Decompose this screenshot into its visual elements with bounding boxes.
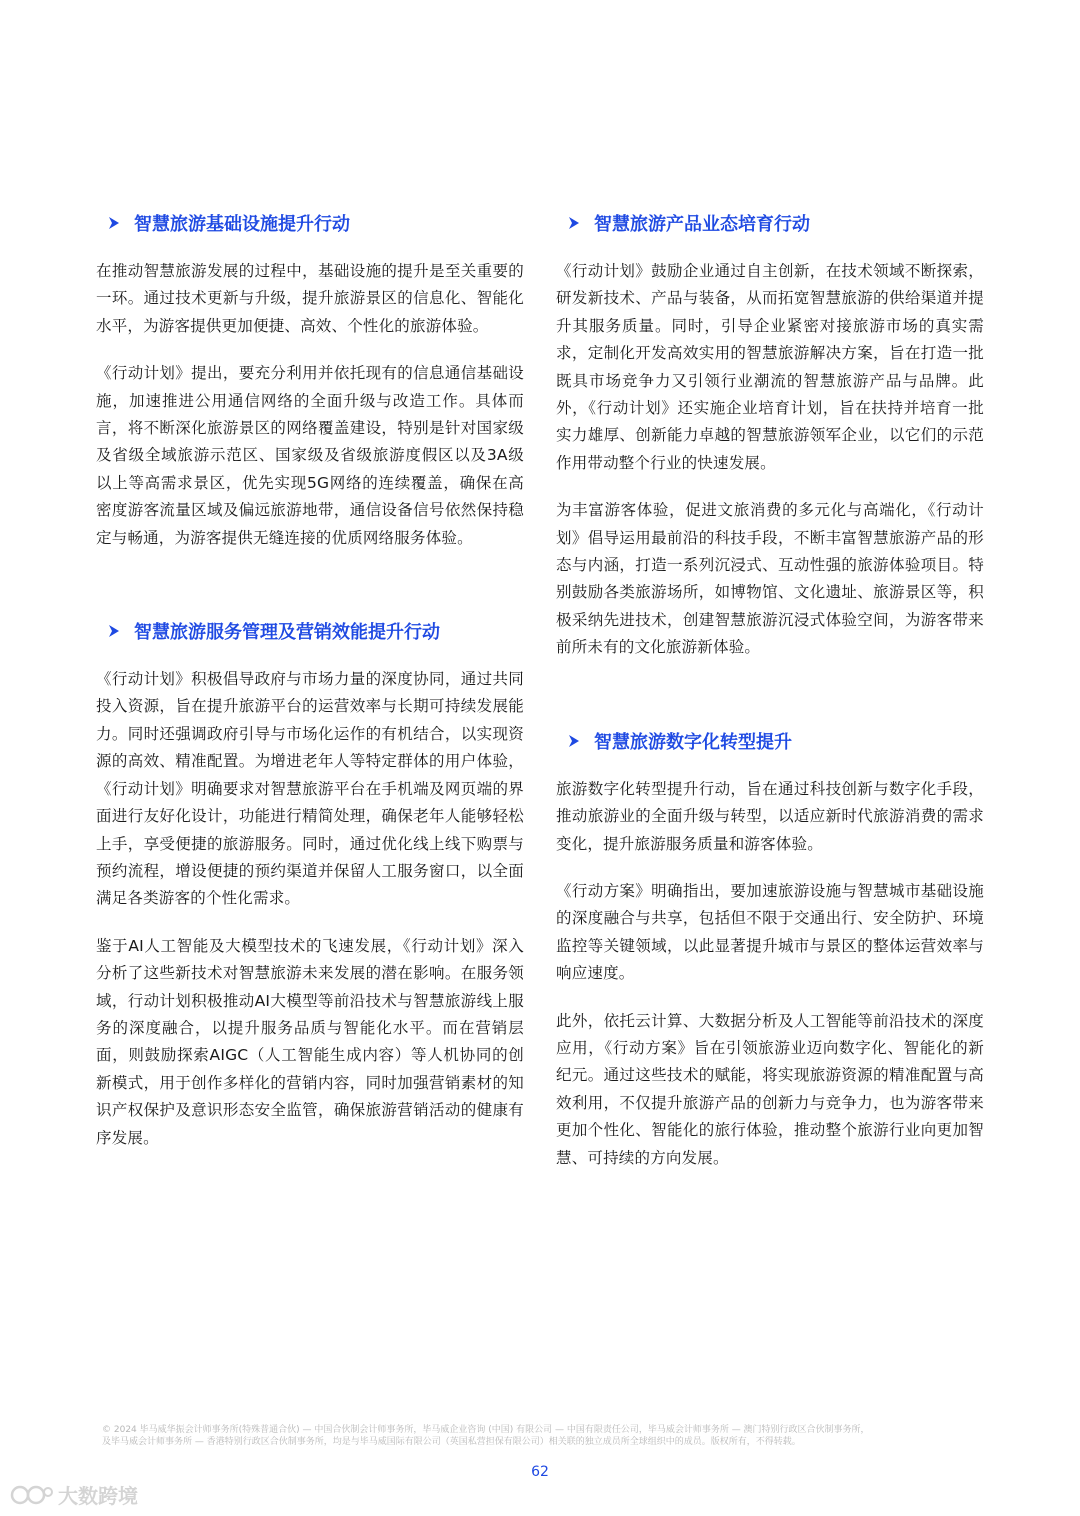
watermark-logo-icon [10,1482,54,1508]
paragraph: 为丰富游客体验，促进文旅消费的多元化与高端化，《行动计划》倡导运用最前沿的科技手段，不断丰富智慧旅游产品的形态与内涵，打造一系列沉浸式、互动性强的旅游体验项目。特别鼓励各类旅游场所，如博物馆、文化遗址、旅游景区等，积极采纳先进技术，创建智慧旅游沉浸式体验空间，为游客带来前所未有的文化旅游新体验。 [556,501,984,657]
paragraph: 此外，依托云计算、大数据分析及人工智能等前沿技术的深度应用，《行动方案》旨在引领旅游业迈向数字化、智能化的新纪元。通过这些技术的赋能，将实现旅游资源的精准配置与高效利用，不仅提升旅游产品的创新力与竞争力，也为游客带来更加个性化、智能化的旅行体验，推动整个旅游行业向更加智慧、可持续的方向发展。 [556,1011,984,1167]
chevron-right-icon [106,215,122,231]
section-title: 智慧旅游产品业态培育行动 [594,214,810,235]
chevron-right-icon [566,215,582,231]
chevron-right-icon [106,623,122,639]
copyright-line: 及毕马威会计师事务所 — 香港特别行政区合伙制事务所，均是与毕马威国际有限公司（英国私营担保有限公司）相关联的独立成员所全球组织中的成员。版权所有，不得转载。 [102,1437,801,1447]
paragraph: 《行动计划》提出，要充分利用并依托现有的信息通信基础设施，加速推进公用通信网络的全面升级与改造工作。具体而言，将不断深化旅游景区的网络覆盖建设，特别是针对国家级及省级全域旅游示范区、国家级及省级旅游度假区以及3A级以上等高需求景区，优先实现5G网络的连续覆盖，确保在高密度游客流量区域及偏远旅游地带，通信设备信号依然保持稳定与畅通，为游客提供无缝连接的优质网络服务体验。 [96,364,524,547]
chevron-right-icon [566,733,582,749]
section-heading [106,616,524,646]
paragraph: 《行动计划》鼓励企业通过自主创新，在技术领域不断探索，研发新技术、产品与装备，从而拓宽智慧旅游的供给渠道并提升其服务质量。同时，引导企业紧密对接旅游市场的真实需求，定制化开发高效实用的智慧旅游解决方案，旨在打造一批既具市场竞争力又引领行业潮流的智慧旅游产品与品牌。此外，《行动计划》还实施企业培育计划，旨在扶持并培育一批实力雄厚、创新能力卓越的智慧旅游领军企业，以它们的示范作用带动整个行业的快速发展。 [556,262,984,472]
paragraph: 旅游数字化转型提升行动，旨在通过科技创新与数字化手段，推动旅游业的全面升级与转型，以适应新时代旅游消费的需求变化，提升旅游服务质量和游客体验。 [556,779,984,853]
section-title: 智慧旅游数字化转型提升 [594,731,792,753]
copyright-footer [102,1424,982,1448]
section-heading [566,208,984,238]
page-number: 62 [531,1464,549,1480]
copyright-line: © 2024 毕马威华振会计师事务所(特殊普通合伙) — 中国合伙制会计师事务所，毕马威企业咨询 (中国) 有限公司 — 中国有限责任公司，毕马威会计师事务所 — 澳门特别行政区合伙制事务所， [102,1425,870,1435]
section-heading [106,208,524,238]
paragraph: 《行动方案》明确指出，要加速旅游设施与智慧城市基础设施的深度融合与共享，包括但不限于交通出行、安全防护、环境监控等关键领域，以此显著提升城市与景区的整体运营效率与响应速度。 [556,881,984,983]
section-title: 智慧旅游服务管理及营销效能提升行动 [134,622,440,644]
paragraph: 在推动智慧旅游发展的过程中，基础设施的提升是至关重要的一环。通过技术更新与升级，提升旅游景区的信息化、智能化水平，为游客提供更加便捷、高效、个性化的旅游体验。 [96,262,524,335]
paragraph: 鉴于AI人工智能及大模型技术的飞速发展，《行动计划》深入分析了这些新技术对智慧旅游未来发展的潜在影响。在服务领域，行动计划积极推动AI大模型等前沿技术与智慧旅游线上服务的深度融合，以提升服务品质与智能化水平。而在营销层面，则鼓励探索AIGC（人工智能生成内容）等人机协同的创新模式，用于创作多样化的营销内容，同时加强营销素材的知识产权保护及意识形态安全监管，确保旅游营销活动的健康有序发展。 [96,936,524,1147]
left-column [96,208,524,1152]
right-column [556,208,984,1172]
watermark-text: 大数跨境 [58,1484,138,1508]
section-heading [566,726,984,756]
paragraph: 《行动计划》积极倡导政府与市场力量的深度协同，通过共同投入资源，旨在提升旅游平台的运营效率与长期可持续发展能力。同时还强调政府引导与市场化运作的有机结合，以实现资源的高效、精准配置。为增进老年人等特定群体的用户体验，《行动计划》明确要求对智慧旅游平台在手机端及网页端的界面进行友好化设计，功能进行精简处理，确保老年人能够轻松上手，享受便捷的旅游服务。同时，通过优化线上线下购票与预约流程，增设便捷的预约渠道并保留人工服务窗口，以全面满足各类游客的个性化需求。 [96,670,524,908]
watermark [10,1480,138,1509]
section-title: 智慧旅游基础设施提升行动 [134,214,350,235]
